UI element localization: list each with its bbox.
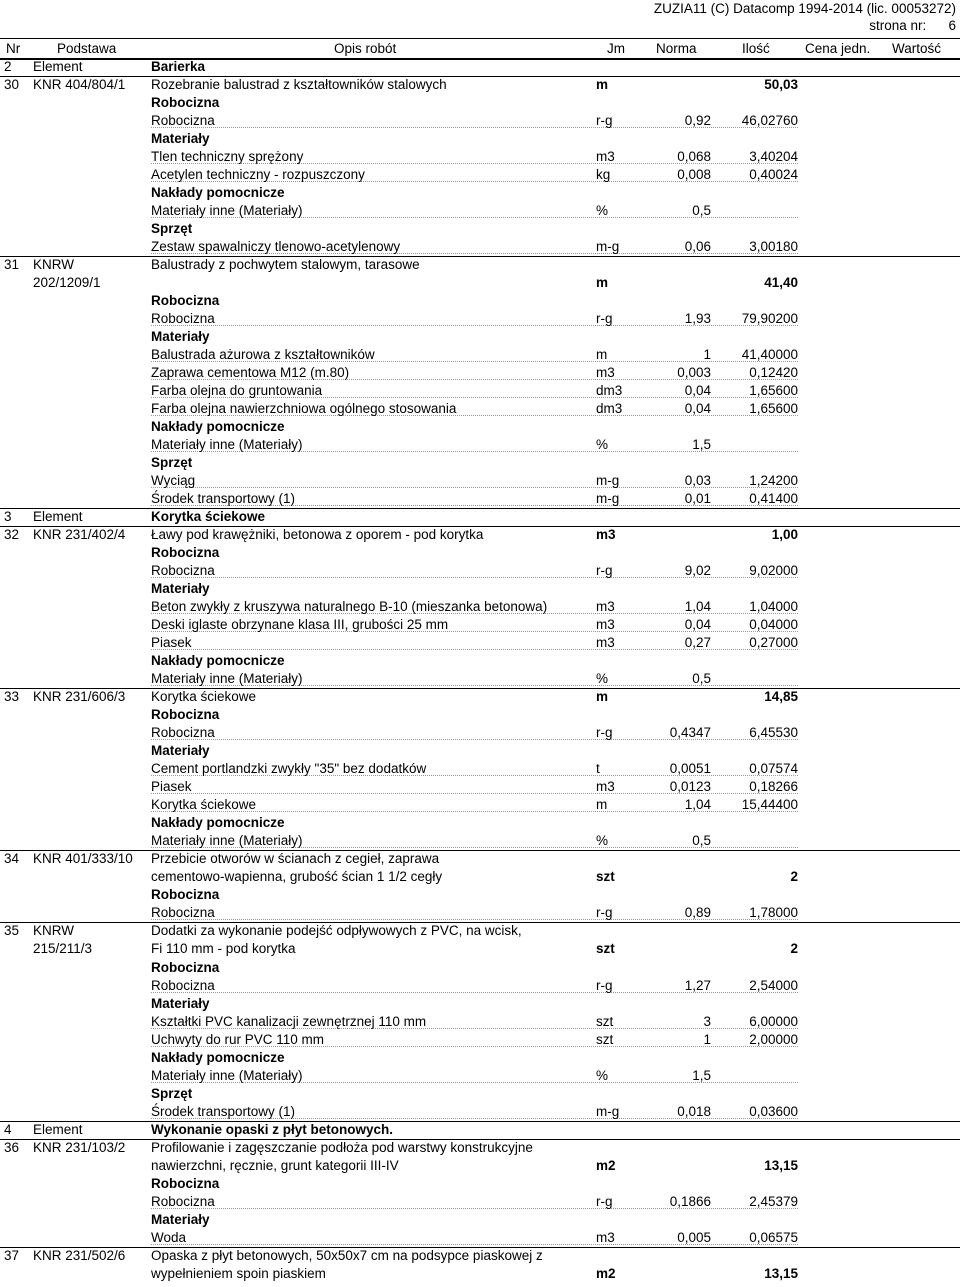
table-row xyxy=(0,202,960,220)
row-separator xyxy=(0,256,960,257)
row-opis: Materiały inne (Materiały) xyxy=(151,833,303,849)
col-podstawa: Podstawa xyxy=(57,41,117,56)
table-row xyxy=(0,959,960,977)
row-jm: m-g xyxy=(596,239,620,255)
row-jm: % xyxy=(596,671,609,687)
table-row xyxy=(0,616,960,634)
row-norma: 0,4347 xyxy=(669,725,711,741)
row-norma: 0,0051 xyxy=(669,761,711,777)
resource-category: Materiały xyxy=(151,329,210,345)
row-ilosc: 0,18266 xyxy=(749,779,798,795)
row-jm: m3 xyxy=(596,527,616,543)
row-opis: Robocizna xyxy=(151,113,215,129)
row-ilosc: 2 xyxy=(790,869,798,885)
row-separator xyxy=(0,508,960,509)
table-row xyxy=(0,310,960,328)
row-opis: Rozebranie balustrad z kształtowników stalowych xyxy=(151,77,447,92)
row-podstawa: KNR 231/103/2 xyxy=(33,1139,126,1155)
row-jm: m xyxy=(596,797,608,813)
row-opis: wypełnieniem spoin piaskiem xyxy=(151,1265,326,1281)
table-row xyxy=(0,490,960,508)
row-jm: m3 xyxy=(596,365,615,381)
page-header xyxy=(654,0,956,34)
row-ilosc: 14,85 xyxy=(764,689,798,705)
row-jm: m xyxy=(596,77,609,92)
row-opis: Farba olejna do gruntowania xyxy=(151,383,323,399)
row-separator xyxy=(0,76,960,77)
table-row xyxy=(0,76,960,94)
row-jm: m-g xyxy=(596,1103,620,1119)
row-norma: 0,04 xyxy=(684,617,711,633)
table-row xyxy=(0,1211,960,1229)
row-norma: 0,0123 xyxy=(669,779,711,795)
resource-category: Robocizna xyxy=(151,887,220,903)
row-podstawa: Element xyxy=(33,509,83,525)
row-norma: 0,06 xyxy=(684,239,711,255)
row-nr: 34 xyxy=(4,851,20,867)
table-row xyxy=(0,94,960,112)
row-norma: 0,03 xyxy=(684,473,711,489)
resource-category: Nakłady pomocnicze xyxy=(151,1049,285,1065)
table-row xyxy=(0,886,960,904)
row-podstawa: KNRW xyxy=(33,923,75,939)
table-row xyxy=(0,1013,960,1031)
row-norma: 0,04 xyxy=(684,401,711,417)
table-row xyxy=(0,832,960,850)
table-row xyxy=(0,742,960,760)
row-opis: Robocizna xyxy=(151,905,215,921)
row-norma: 0,5 xyxy=(692,203,711,219)
row-ilosc: 46,02760 xyxy=(741,113,798,129)
row-ilosc: 1,24200 xyxy=(749,473,798,489)
row-ilosc: 1,65600 xyxy=(749,383,798,399)
row-norma: 0,005 xyxy=(677,1229,711,1245)
resource-category: Robocizna xyxy=(151,959,220,975)
row-ilosc: 2,54000 xyxy=(749,977,798,993)
row-opis: Wyciąg xyxy=(151,473,196,489)
table-row xyxy=(0,1175,960,1193)
row-ilosc: 1,78000 xyxy=(749,905,798,921)
row-opis: Deski iglaste obrzynane klasa III, grubości 25 mm xyxy=(151,617,449,633)
row-separator xyxy=(0,1247,960,1248)
row-jm: r-g xyxy=(596,113,613,129)
table-row xyxy=(0,454,960,472)
row-nr: 2 xyxy=(4,59,12,74)
table-row xyxy=(0,940,960,958)
table-row xyxy=(0,1067,960,1085)
row-jm: % xyxy=(596,437,609,453)
row-norma: 0,068 xyxy=(677,149,711,165)
table-row xyxy=(0,652,960,670)
row-ilosc: 0,04000 xyxy=(749,617,798,633)
row-opis: Barierka xyxy=(151,59,206,74)
row-podstawa: 215/211/3 xyxy=(33,941,93,957)
row-nr: 4 xyxy=(4,1121,12,1137)
row-separator xyxy=(0,1121,960,1122)
program-info: ZUZIA11 (C) Datacomp 1994-2014 (lic. 00053272) xyxy=(653,1,956,16)
table-row xyxy=(0,670,960,688)
resource-category: Nakłady pomocnicze xyxy=(151,419,285,435)
row-norma: 0,89 xyxy=(684,905,711,921)
row-opis: Środek transportowy (1) xyxy=(151,1103,296,1119)
row-opis: Balustrady z pochwytem stalowym, tarasowe xyxy=(151,257,420,273)
col-opis: Opis robót xyxy=(334,41,397,56)
resource-category: Nakłady pomocnicze xyxy=(151,815,285,831)
row-ilosc: 1,04000 xyxy=(749,599,798,615)
table-row xyxy=(0,598,960,616)
row-separator xyxy=(0,850,960,851)
table-row xyxy=(0,472,960,490)
row-opis: Zaprawa cementowa M12 (m.80) xyxy=(151,365,350,381)
resource-category: Robocizna xyxy=(151,95,220,111)
table-row xyxy=(0,544,960,562)
table-row xyxy=(0,562,960,580)
table-row xyxy=(0,400,960,418)
row-podstawa: KNRW xyxy=(33,257,75,273)
row-opis: Korytka ściekowe xyxy=(151,689,257,705)
row-ilosc: 3,00180 xyxy=(749,239,798,255)
row-jm: % xyxy=(596,1067,609,1083)
row-jm: szt xyxy=(596,1031,614,1047)
row-podstawa: Element xyxy=(33,59,83,74)
table-row xyxy=(0,814,960,832)
row-nr: 30 xyxy=(4,77,20,92)
page-number-line xyxy=(654,17,956,34)
resource-category: Sprzęt xyxy=(151,1085,193,1101)
row-jm: m3 xyxy=(596,599,615,615)
row-norma: 1 xyxy=(703,347,711,363)
table-row xyxy=(0,1193,960,1211)
row-norma: 1 xyxy=(703,1031,711,1047)
row-nr: 35 xyxy=(4,923,20,939)
row-opis: Robocizna xyxy=(151,311,215,327)
table-row xyxy=(0,904,960,922)
col-ilosc: Ilość xyxy=(742,41,770,56)
row-jm: dm3 xyxy=(596,383,623,399)
table-row xyxy=(0,148,960,166)
table-row xyxy=(0,1139,960,1157)
row-jm: m xyxy=(596,689,609,705)
table-row xyxy=(0,364,960,382)
table-row xyxy=(0,526,960,544)
row-ilosc: 1,65600 xyxy=(749,401,798,417)
row-opis: Materiały inne (Materiały) xyxy=(151,203,303,219)
row-ilosc: 15,44400 xyxy=(741,797,798,813)
row-opis: Tlen techniczny sprężony xyxy=(151,149,304,165)
row-opis: Woda xyxy=(151,1229,187,1245)
table-row xyxy=(0,256,960,274)
row-podstawa: KNR 401/333/10 xyxy=(33,851,133,867)
row-separator xyxy=(0,58,960,59)
row-podstawa: KNR 231/402/4 xyxy=(33,527,126,543)
row-jm: m-g xyxy=(596,473,620,489)
row-jm: m2 xyxy=(596,1265,616,1281)
resource-category: Robocizna xyxy=(151,293,220,309)
row-opis: Dodatki za wykonanie podejść odpływowych z PVC, na wcisk, xyxy=(151,923,522,939)
row-norma: 0,1866 xyxy=(669,1193,711,1209)
resource-category: Materiały xyxy=(151,1211,210,1227)
row-podstawa: KNR 231/606/3 xyxy=(33,689,126,705)
table-row xyxy=(0,58,960,76)
row-jm: r-g xyxy=(596,1193,613,1209)
table-row xyxy=(0,1031,960,1049)
row-jm: m2 xyxy=(596,1157,616,1173)
row-opis: Korytka ściekowe xyxy=(151,797,257,813)
table-row xyxy=(0,1085,960,1103)
page-number: 6 xyxy=(948,18,956,33)
col-norma: Norma xyxy=(656,41,697,56)
table-row xyxy=(0,634,960,652)
row-opis: Balustrada ażurowa z kształtowników xyxy=(151,347,375,363)
table-row xyxy=(0,1229,960,1247)
page-label: strona nr: xyxy=(869,18,927,33)
table-row xyxy=(0,382,960,400)
row-nr: 32 xyxy=(4,527,20,543)
row-norma: 9,02 xyxy=(684,563,711,579)
table-row xyxy=(0,868,960,886)
row-podstawa: KNR 404/804/1 xyxy=(33,77,126,92)
row-nr: 37 xyxy=(4,1247,20,1263)
row-podstawa: KNR 231/502/6 xyxy=(33,1247,126,1263)
row-opis: Piasek xyxy=(151,779,192,795)
row-jm: m xyxy=(596,275,609,291)
row-ilosc: 0,03600 xyxy=(749,1103,798,1119)
row-norma: 1,93 xyxy=(684,311,711,327)
row-opis: Acetylen techniczny - rozpuszczony xyxy=(151,167,365,183)
row-opis: Kształtki PVC kanalizacji zewnętrznej 110 mm xyxy=(151,1013,427,1029)
row-ilosc: 41,40 xyxy=(764,275,798,291)
row-nr: 31 xyxy=(4,257,20,273)
table-row xyxy=(0,166,960,184)
row-ilosc: 79,90200 xyxy=(741,311,798,327)
row-norma: 0,5 xyxy=(692,833,711,849)
row-jm: t xyxy=(596,761,600,777)
table-row xyxy=(0,1265,960,1283)
row-opis: Zestaw spawalniczy tlenowo-acetylenowy xyxy=(151,239,401,255)
row-opis: Robocizna xyxy=(151,1193,215,1209)
row-opis: Korytka ściekowe xyxy=(151,509,266,525)
row-opis: Materiały inne (Materiały) xyxy=(151,437,303,453)
row-nr: 36 xyxy=(4,1139,20,1155)
resource-category: Robocizna xyxy=(151,545,220,561)
row-jm: m xyxy=(596,347,608,363)
row-jm: m-g xyxy=(596,491,620,507)
row-jm: m3 xyxy=(596,779,615,795)
row-ilosc: 0,06575 xyxy=(749,1229,798,1245)
row-separator xyxy=(0,922,960,923)
row-opis: Materiały inne (Materiały) xyxy=(151,1067,303,1083)
row-jm: r-g xyxy=(596,725,613,741)
col-wartosc: Wartość xyxy=(892,41,942,56)
row-opis: Robocizna xyxy=(151,977,215,993)
table-row xyxy=(0,328,960,346)
table-row xyxy=(0,184,960,202)
row-opis: Materiały inne (Materiały) xyxy=(151,671,303,687)
row-opis: Uchwyty do rur PVC 110 mm xyxy=(151,1031,325,1047)
row-jm: r-g xyxy=(596,311,613,327)
table-row xyxy=(0,274,960,292)
table-row xyxy=(0,778,960,796)
row-ilosc: 1,00 xyxy=(771,527,798,543)
col-cena: Cena jedn. xyxy=(805,41,871,56)
resource-category: Sprzęt xyxy=(151,455,193,471)
row-nr: 3 xyxy=(4,509,12,525)
row-ilosc: 0,41400 xyxy=(749,491,798,507)
resource-category: Materiały xyxy=(151,995,210,1011)
row-jm: % xyxy=(596,203,609,219)
table-row xyxy=(0,796,960,814)
row-ilosc: 0,07574 xyxy=(749,761,798,777)
row-jm: r-g xyxy=(596,563,613,579)
table-row xyxy=(0,688,960,706)
table-row xyxy=(0,706,960,724)
row-norma: 0,04 xyxy=(684,383,711,399)
row-norma: 1,5 xyxy=(692,1067,711,1083)
col-jm: Jm xyxy=(607,41,625,56)
row-jm: m3 xyxy=(596,635,615,651)
row-ilosc: 6,00000 xyxy=(749,1013,798,1029)
row-norma: 0,5 xyxy=(692,671,711,687)
row-ilosc: 3,40204 xyxy=(749,149,798,165)
row-norma: 0,003 xyxy=(677,365,711,381)
row-opis: Cement portlandzki zwykły "35" bez dodatków xyxy=(151,761,427,777)
table-row xyxy=(0,346,960,364)
row-ilosc: 2,45379 xyxy=(749,1193,798,1209)
row-jm: r-g xyxy=(596,977,613,993)
row-opis: cementowo-wapienna, grubość ścian 1 1/2 cegły xyxy=(151,869,443,885)
row-ilosc: 13,15 xyxy=(764,1157,798,1173)
resource-category: Materiały xyxy=(151,131,210,147)
table-row xyxy=(0,112,960,130)
row-opis: Piasek xyxy=(151,635,192,651)
row-opis: Wykonanie opaski z płyt betonowych. xyxy=(151,1121,394,1137)
table-row xyxy=(0,922,960,940)
column-header xyxy=(0,38,960,60)
row-jm: m3 xyxy=(596,1229,615,1245)
table-row xyxy=(0,977,960,995)
row-opis: Przebicie otworów w ścianach z cegieł, zaprawa xyxy=(151,851,440,867)
row-ilosc: 41,40000 xyxy=(741,347,798,363)
row-separator xyxy=(0,526,960,527)
table-row xyxy=(0,1049,960,1067)
row-opis: Beton zwykły z kruszywa naturalnego B-10 (mieszanka betonowa) xyxy=(151,599,548,615)
table-row xyxy=(0,1247,960,1265)
row-jm: dm3 xyxy=(596,401,623,417)
table-row xyxy=(0,580,960,598)
row-ilosc: 50,03 xyxy=(764,77,798,92)
row-opis: nawierzchni, ręcznie, grunt kategorii III-IV xyxy=(151,1157,399,1173)
row-ilosc: 9,02000 xyxy=(749,563,798,579)
row-ilosc: 0,27000 xyxy=(749,635,798,651)
row-opis: Profilowanie i zagęszczanie podłoża pod warstwy konstrukcyjne xyxy=(151,1139,533,1155)
table-row xyxy=(0,760,960,778)
row-norma: 1,5 xyxy=(692,437,711,453)
table-row xyxy=(0,220,960,238)
row-ilosc: 2,00000 xyxy=(749,1031,798,1047)
row-norma: 0,018 xyxy=(677,1103,711,1119)
resource-category: Materiały xyxy=(151,743,210,759)
row-separator xyxy=(0,1139,960,1140)
row-norma: 3 xyxy=(703,1013,711,1029)
table-row xyxy=(0,130,960,148)
row-jm: szt xyxy=(596,1013,614,1029)
row-jm: szt xyxy=(596,869,615,885)
table-row xyxy=(0,436,960,454)
table-row xyxy=(0,1103,960,1121)
row-norma: 1,04 xyxy=(684,599,711,615)
col-nr: Nr xyxy=(6,41,21,56)
resource-category: Nakłady pomocnicze xyxy=(151,185,285,201)
row-jm: % xyxy=(596,833,609,849)
row-ilosc: 6,45530 xyxy=(749,725,798,741)
row-jm: r-g xyxy=(596,905,613,921)
row-ilosc: 0,12420 xyxy=(749,365,798,381)
resource-category: Sprzęt xyxy=(151,221,193,237)
row-ilosc: 13,15 xyxy=(764,1265,798,1281)
row-podstawa: 202/1209/1 xyxy=(33,275,101,291)
row-ilosc: 2 xyxy=(790,941,798,957)
row-norma: 0,008 xyxy=(677,167,711,183)
resource-category: Nakłady pomocnicze xyxy=(151,653,285,669)
row-norma: 0,27 xyxy=(684,635,711,651)
table-row xyxy=(0,1121,960,1139)
row-jm: szt xyxy=(596,941,615,957)
table-row xyxy=(0,238,960,256)
row-norma: 0,01 xyxy=(684,491,711,507)
resource-category: Robocizna xyxy=(151,1175,220,1191)
row-opis: Środek transportowy (1) xyxy=(151,491,296,507)
row-ilosc: 0,40024 xyxy=(749,167,798,183)
row-podstawa: Element xyxy=(33,1121,83,1137)
row-norma: 1,04 xyxy=(684,797,711,813)
row-norma: 1,27 xyxy=(684,977,711,993)
row-opis: Farba olejna nawierzchniowa ogólnego stosowania xyxy=(151,401,457,417)
row-opis: Ławy pod krawężniki, betonowa z oporem - pod korytka xyxy=(151,527,484,543)
row-opis: Fi 110 mm - pod korytka xyxy=(151,941,296,957)
row-separator xyxy=(0,688,960,689)
table-row xyxy=(0,508,960,526)
table-row xyxy=(0,724,960,742)
resource-category: Materiały xyxy=(151,581,210,597)
table-row xyxy=(0,292,960,310)
row-nr: 33 xyxy=(4,689,20,705)
table-row xyxy=(0,1157,960,1175)
row-jm: kg xyxy=(596,167,611,183)
row-norma: 0,92 xyxy=(684,113,711,129)
table-row xyxy=(0,850,960,868)
table-row xyxy=(0,995,960,1013)
row-opis: Robocizna xyxy=(151,563,215,579)
row-jm: m3 xyxy=(596,617,615,633)
resource-category: Robocizna xyxy=(151,707,220,723)
table-row xyxy=(0,418,960,436)
row-opis: Robocizna xyxy=(151,725,215,741)
row-jm: m3 xyxy=(596,149,615,165)
row-opis: Opaska z płyt betonowych, 50x50x7 cm na podsypce piaskowej z xyxy=(151,1247,543,1263)
